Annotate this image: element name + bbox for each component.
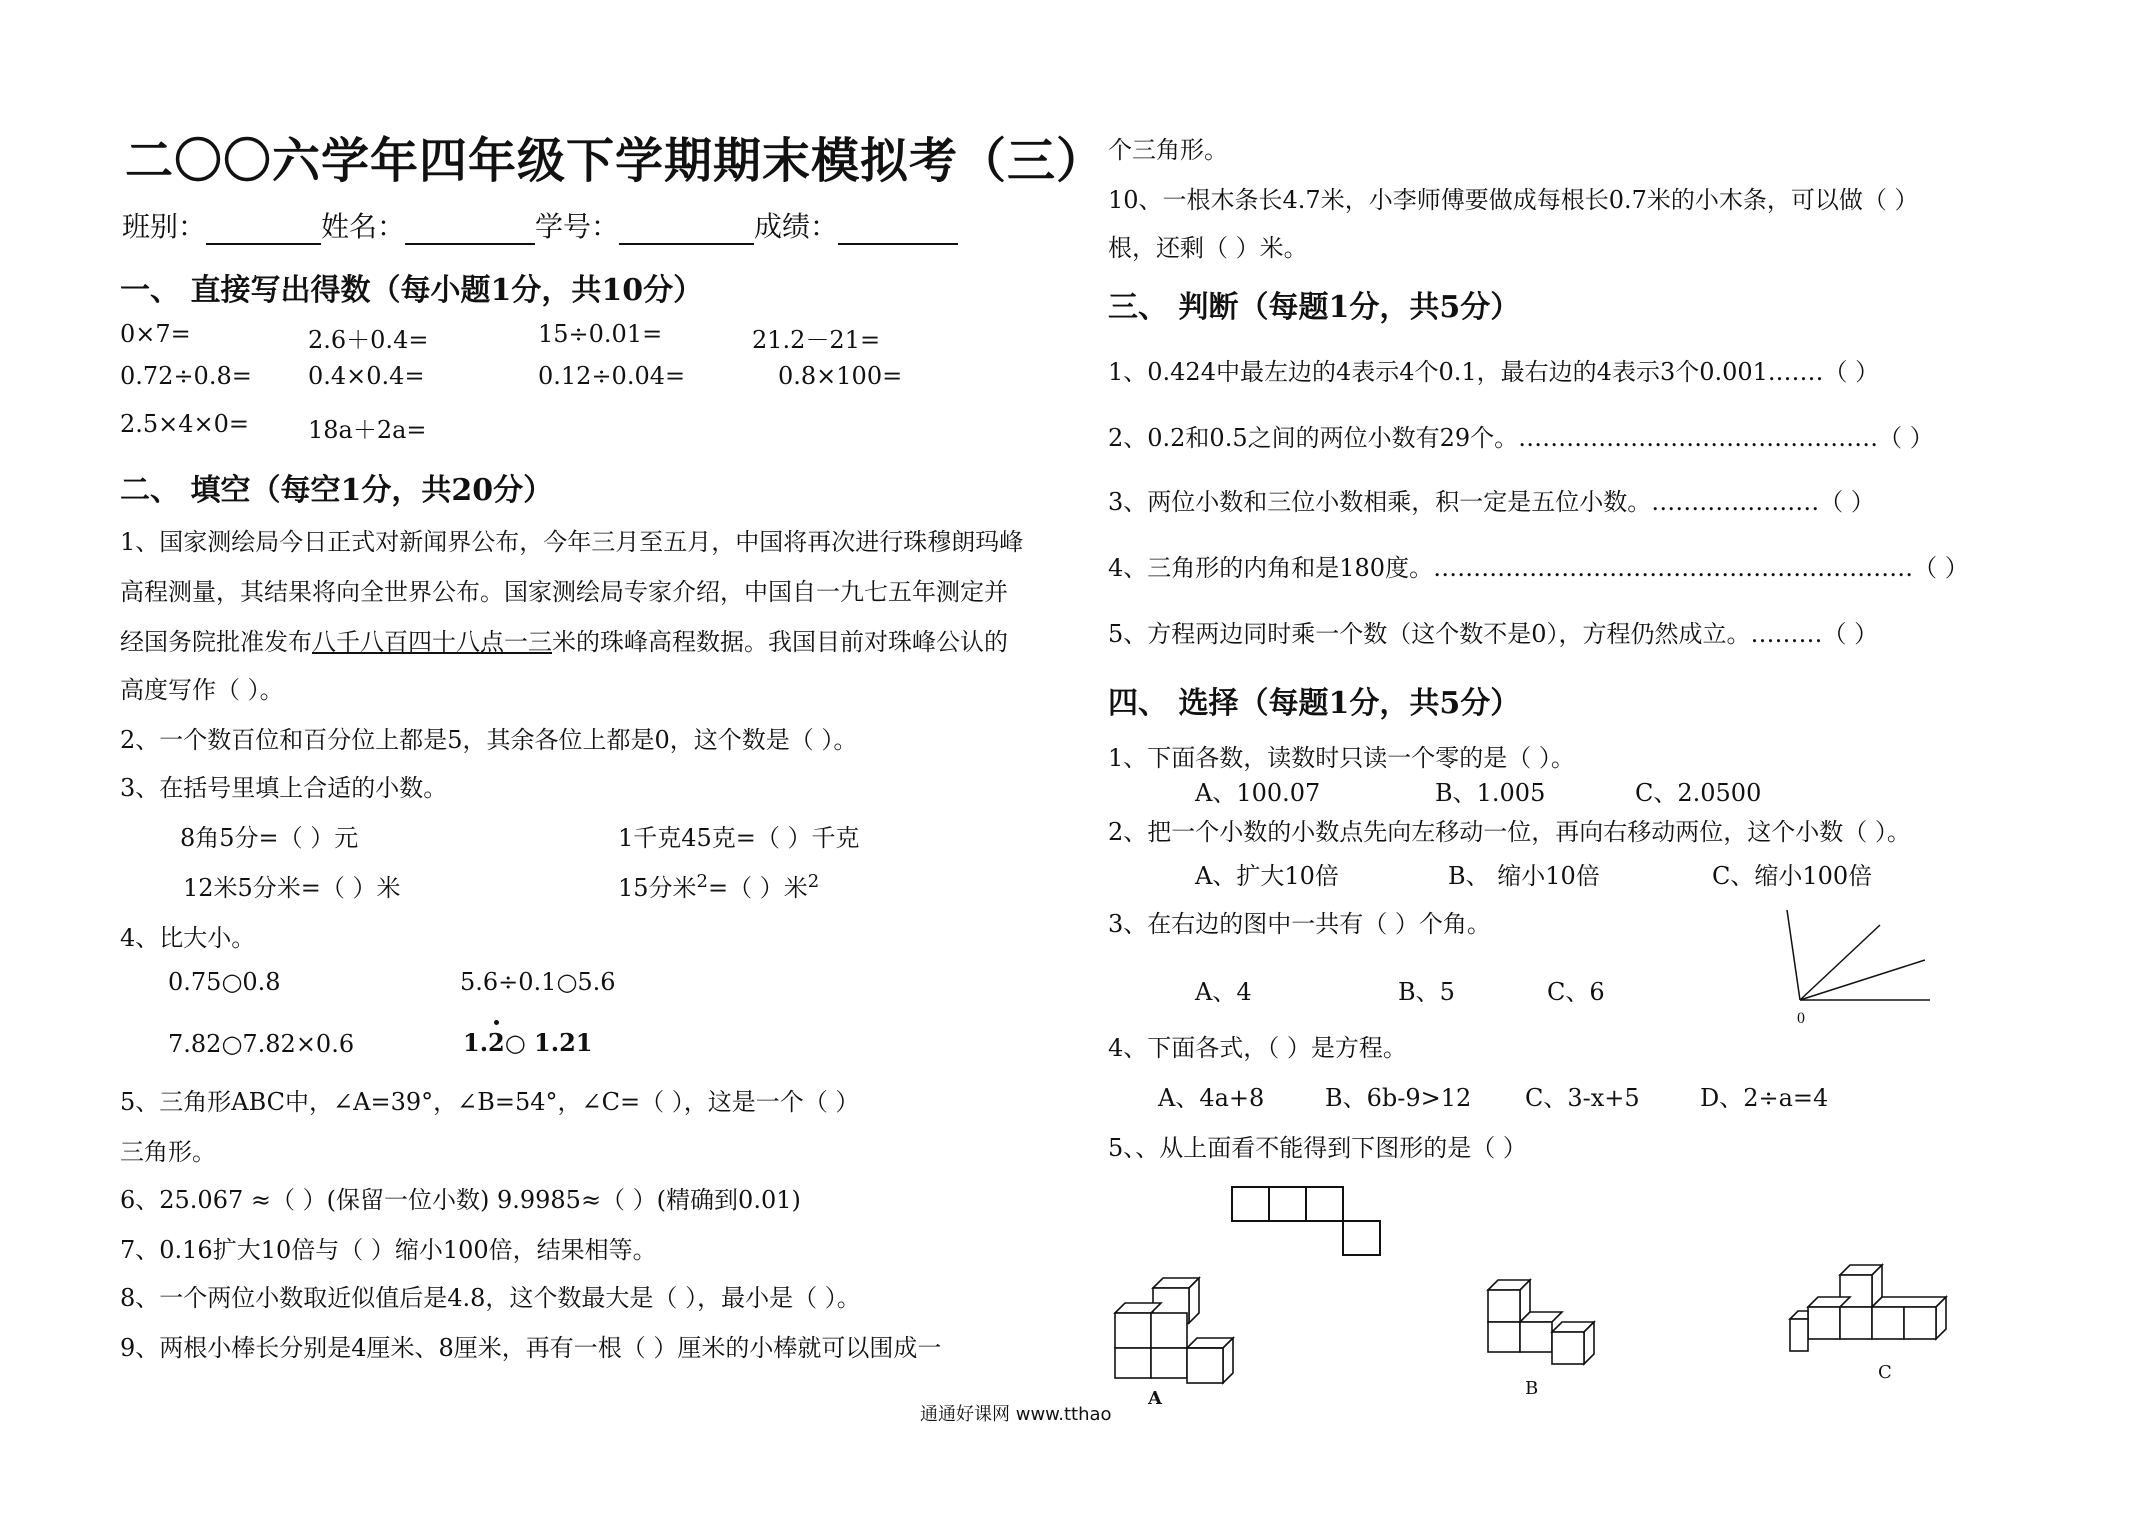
choice-q2: 2、把一个小数的小数点先向左移动一位，再向右移动两位，这个小数（ ）。 <box>1108 818 1911 846</box>
fill-q9: 9、两根小棒长分别是4厘米、8厘米，再有一根（ ）厘米的小棒就可以围成一 <box>120 1334 942 1362</box>
name-field[interactable] <box>405 219 535 245</box>
calc-item: 0.8×100= <box>778 362 903 390</box>
name-label: 姓名： <box>321 210 406 243</box>
compare-d: 1.2○ 1.21 <box>463 1028 593 1057</box>
judge-item: 2、0.2和0.5之间的两位小数有29个。………………………………………（ ） <box>1108 424 1934 452</box>
choice-q4-option: A、4a+8 <box>1158 1084 1265 1112</box>
choice-q1: 1、下面各数，读数时只读一个零的是（ ）。 <box>1108 744 1575 772</box>
superscript-2: 2 <box>807 871 820 892</box>
fill-q9-cont: 个三角形。 <box>1108 136 1228 164</box>
choice-q2-option: B、 缩小10倍 <box>1448 862 1600 890</box>
fill-q3: 3、在括号里填上合适的小数。 <box>120 774 448 802</box>
exam-title: 二〇〇六学年四年级下学期期末模拟考（三） <box>125 133 1106 189</box>
fill-q7: 7、0.16扩大10倍与（ ）缩小100倍，结果相等。 <box>120 1236 657 1264</box>
section-4-heading: 四、 选择（每题1分，共5分） <box>1108 686 1521 721</box>
cube-figure-a <box>1105 1268 1265 1393</box>
fill-q1-line2: 高程测量，其结果将向全世界公布。国家测绘局专家介绍，中国自一九七五年测定并 <box>120 578 1008 606</box>
compare-b: 5.6÷0.1○5.6 <box>460 968 616 996</box>
choice-q3-option: C、6 <box>1547 978 1605 1006</box>
section-2-heading: 二、 填空（每空1分，共20分） <box>120 473 554 508</box>
judge-item: 5、方程两边同时乘一个数（这个数不是0），方程仍然成立。………（ ） <box>1108 620 1879 648</box>
score-label: 成绩： <box>754 210 839 243</box>
fill-q5-line2: 三角形。 <box>120 1138 216 1166</box>
choice-q5: 5、、从上面看不能得到下图形的是（ ） <box>1108 1134 1527 1162</box>
id-field[interactable] <box>619 219 754 245</box>
choice-q3: 3、在右边的图中一共有（ ）个角。 <box>1108 910 1491 938</box>
choice-q3-option: A、4 <box>1195 978 1252 1006</box>
choice-q4-option: D、2÷a=4 <box>1700 1084 1829 1112</box>
cube-figure-b <box>1480 1270 1630 1380</box>
choice-q2-option: A、扩大10倍 <box>1195 862 1339 890</box>
calc-item: 0.12÷0.04= <box>538 362 686 390</box>
fill-q3d-b: =（ ）米 <box>708 874 808 902</box>
fill-q2: 2、一个数百位和百分位上都是5，其余各位上都是0，这个数是（ ）。 <box>120 726 858 754</box>
fill-q1-line1: 1、国家测绘局今日正式对新闻界公布，今年三月至五月，中国将再次进行珠穆朗玛峰 <box>120 528 1024 556</box>
angle-figure <box>1775 905 1945 1030</box>
id-label: 学号： <box>535 210 620 243</box>
calc-item: 0.4×0.4= <box>308 362 425 390</box>
fill-q5-line1: 5、三角形ABC中，∠A=39°，∠B=54°，∠C=（ ），这是一个（ ） <box>120 1088 860 1116</box>
calc-item: 21.2－21= <box>752 326 881 354</box>
calc-item: 2.6＋0.4= <box>308 326 429 354</box>
judge-item: 4、三角形的内角和是180度。……………………………………………………（ ） <box>1108 554 1969 582</box>
fill-q3d <box>618 868 819 903</box>
judge-item: 3、两位小数和三位小数相乘，积一定是五位小数。…………………（ ） <box>1108 488 1875 516</box>
compare-c: 7.82○7.82×0.6 <box>168 1030 355 1058</box>
class-field[interactable] <box>206 219 321 245</box>
section-1-heading: 一、 直接写出得数（每小题1分，共10分） <box>120 273 704 308</box>
figure-label-b: B <box>1525 1378 1539 1399</box>
angle-vertex-label: 0 <box>1797 1010 1805 1027</box>
figure-label-c: C <box>1878 1362 1892 1383</box>
fill-q3b: 1千克45克=（ ）千克 <box>618 824 860 852</box>
underlined-number-text: 八千八百四十八点一三 <box>312 628 552 656</box>
fill-q4: 4、比大小。 <box>120 924 256 952</box>
fill-q1-line4: 高度写作（ ）。 <box>120 676 284 704</box>
fill-q6: 6、25.067 ≈（ ）(保留一位小数) 9.9985≈（ ）(精确到0.01) <box>120 1186 801 1214</box>
calc-item: 0.72÷0.8= <box>120 362 252 390</box>
fill-q3d-a: 15分米 <box>618 874 697 902</box>
choice-q4-option: B、6b-9>12 <box>1325 1084 1472 1112</box>
choice-q1-option: B、1.005 <box>1435 779 1546 807</box>
fill-q3c: 12米5分米=（ ）米 <box>183 874 401 902</box>
choice-q3-option: B、5 <box>1398 978 1455 1006</box>
fill-q10-line2: 根，还剩（ ）米。 <box>1108 234 1308 262</box>
class-label: 班别： <box>122 210 207 243</box>
calc-item: 15÷0.01= <box>538 320 663 348</box>
top-view-figure <box>1230 1185 1390 1265</box>
calc-item: 2.5×4×0= <box>120 410 250 438</box>
calc-item: 18a＋2a= <box>308 416 427 444</box>
fill-q8: 8、一个两位小数取近似值后是4.8，这个数最大是（ ），最小是（ ）。 <box>120 1284 861 1312</box>
choice-q1-option: C、2.0500 <box>1635 779 1762 807</box>
figure-label-a: A <box>1148 1388 1162 1409</box>
fill-q1-line3-a: 经国务院批准发布 <box>120 628 312 656</box>
judge-item: 1、0.424中最左边的4表示4个0.1，最右边的4表示3个0.001.……（ ） <box>1108 358 1880 386</box>
choice-q4: 4、下面各式，（ ）是方程。 <box>1108 1034 1407 1062</box>
fill-q3a: 8角5分=（ ）元 <box>180 824 359 852</box>
score-field[interactable] <box>838 219 958 245</box>
choice-q4-option: C、3-x+5 <box>1525 1084 1640 1112</box>
calc-item: 0×7= <box>120 320 191 348</box>
repeating-decimal-dot <box>494 1020 499 1025</box>
section-3-heading: 三、 判断（每题1分，共5分） <box>1108 290 1521 325</box>
compare-a: 0.75○0.8 <box>168 968 281 996</box>
student-info-row <box>122 205 958 245</box>
fill-q10-line1: 10、一根木条长4.7米，小李师傅要做成每根长0.7米的小木条，可以做（ ） <box>1108 186 1919 214</box>
choice-q1-option: A、100.07 <box>1195 779 1321 807</box>
superscript-2: 2 <box>696 871 708 892</box>
fill-q1-line3 <box>120 622 1008 657</box>
footer-watermark: 通通好课网 www.tthao <box>920 1404 1112 1425</box>
fill-q1-line3-b: 米的珠峰高程数据。我国目前对珠峰公认的 <box>552 628 1008 656</box>
choice-q2-option: C、缩小100倍 <box>1712 862 1873 890</box>
